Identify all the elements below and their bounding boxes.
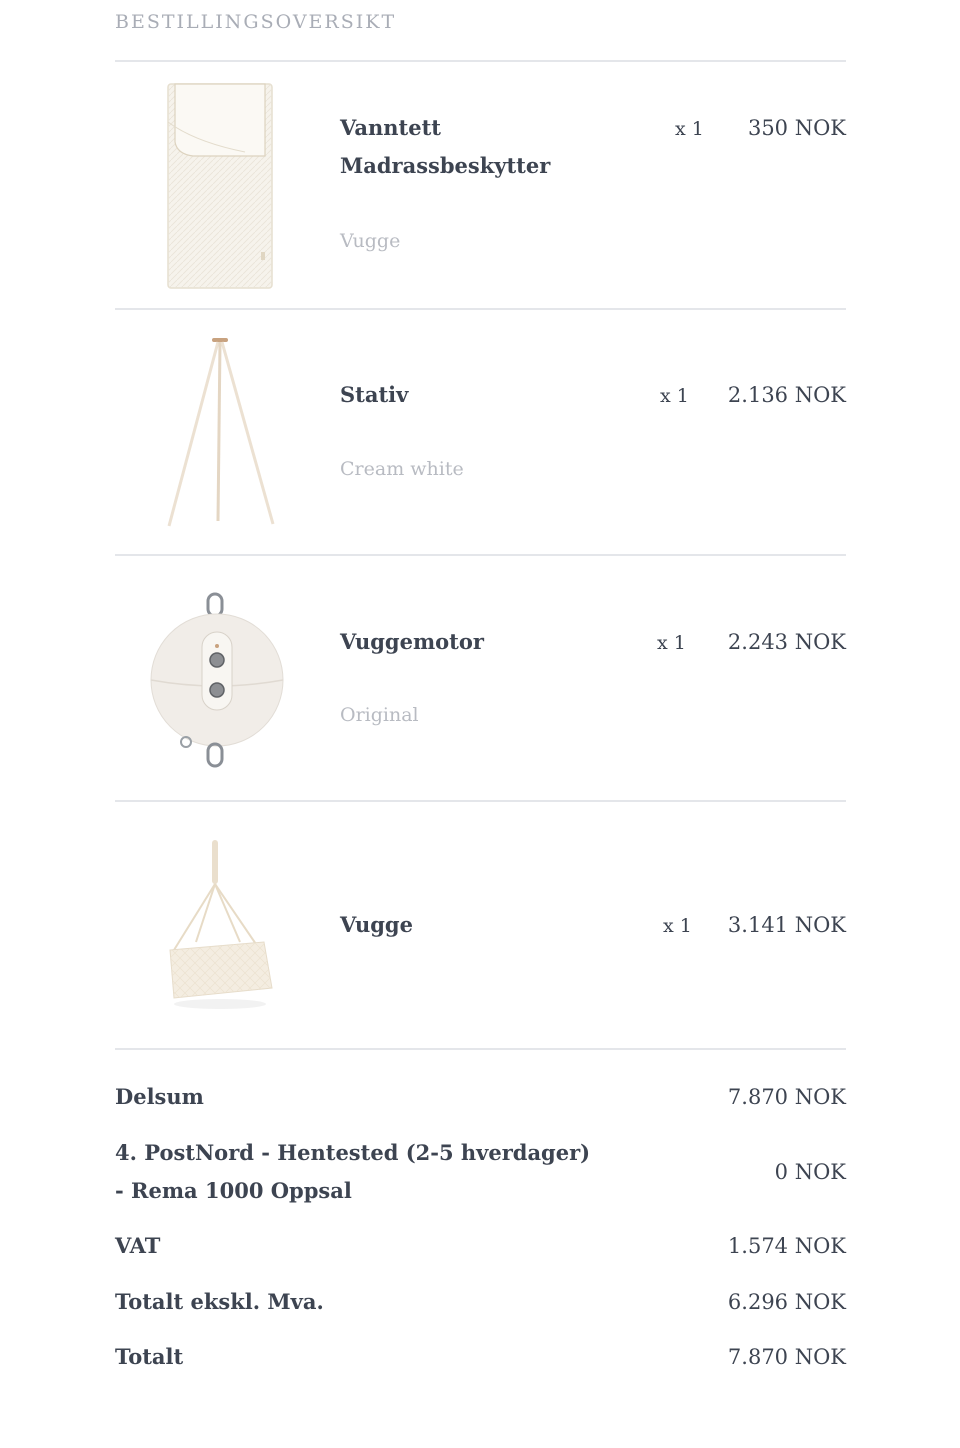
- item-quantity: x 1: [660, 385, 689, 407]
- mattress-protector-image: [145, 82, 295, 290]
- tripod-stand-image: [145, 336, 295, 532]
- item-name[interactable]: Vanntett Madrassbeskytter: [340, 115, 551, 178]
- total-label: Totalt: [115, 1344, 184, 1369]
- vat-value: 1.574 NOK: [727, 1234, 846, 1258]
- item-quantity: x 1: [675, 118, 704, 140]
- order-item: [115, 310, 846, 554]
- item-price: 350 NOK: [747, 116, 846, 140]
- hanging-cradle-image: [145, 838, 295, 1014]
- section-title: BESTILLINGSOVERSIKT: [115, 11, 397, 33]
- item-name[interactable]: Vuggemotor: [340, 629, 484, 654]
- order-item: [115, 802, 846, 1048]
- vat-label: VAT: [115, 1233, 161, 1258]
- shipping-method: 4. PostNord - Hentested (2-5 hverdager): [115, 1140, 591, 1165]
- item-name[interactable]: Stativ: [340, 382, 409, 407]
- subtotal-label: Delsum: [115, 1084, 204, 1109]
- item-name[interactable]: Vugge: [340, 912, 413, 937]
- cradle-motor-image: [145, 592, 295, 768]
- order-item: [115, 556, 846, 800]
- total-value: 7.870 NOK: [727, 1345, 846, 1369]
- item-quantity: x 1: [663, 915, 692, 937]
- shipping-value: 0 NOK: [774, 1160, 846, 1184]
- item-price: 3.141 NOK: [727, 913, 846, 937]
- item-price: 2.136 NOK: [727, 383, 846, 407]
- total-excl-vat-value: 6.296 NOK: [727, 1290, 846, 1314]
- divider: [115, 1048, 846, 1050]
- total-excl-vat-label: Totalt ekskl. Mva.: [115, 1289, 324, 1314]
- item-variant: Original: [340, 704, 419, 726]
- subtotal-value: 7.870 NOK: [727, 1085, 846, 1109]
- item-variant: Vugge: [340, 230, 401, 252]
- shipping-pickup-point: - Rema 1000 Oppsal: [115, 1178, 352, 1203]
- shipping-label: [115, 1134, 615, 1210]
- item-quantity: x 1: [657, 632, 686, 654]
- item-variant: Cream white: [340, 458, 464, 480]
- order-item: [115, 62, 846, 308]
- item-price: 2.243 NOK: [727, 630, 846, 654]
